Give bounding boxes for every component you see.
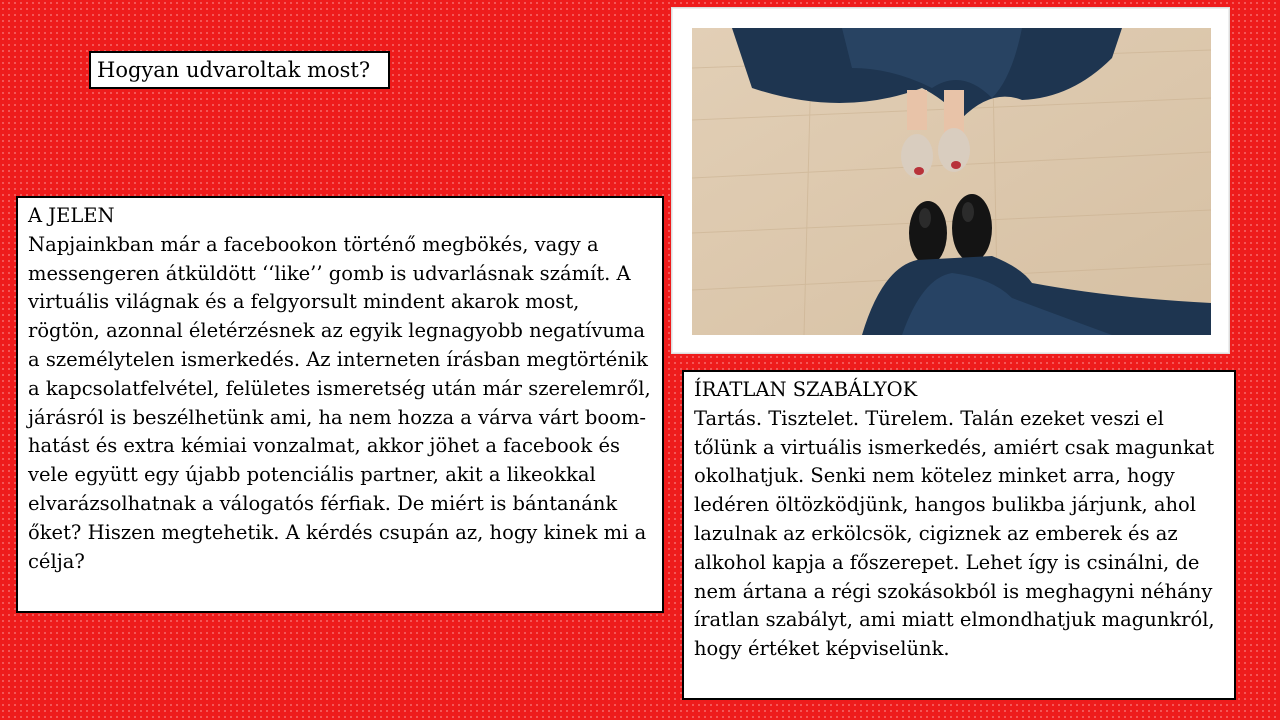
couple-feet-photo: [671, 7, 1230, 354]
present-text-box: [16, 196, 664, 613]
photo-illustration: [692, 28, 1211, 335]
rules-body: Tartás. Tisztelet. Türelem. Talán ezeket veszi el tőlünk a virtuális ismerkedés, amiért csak magunkat okolhatjuk. Senki nem kötelez minket arra, hogy ledéren öltözködjünk, hangos bulikba járjunk, ahol lazulnak az erkölcsök, cigiznek az emberek és az alkohol kapja a főszerepet. Lehet így is csinálni, de nem ártana a régi szokásokból is meghagyni néhány íratlan szabályt, ami miatt elmondhatjuk magunkról, hogy értéket képviselünk.: [694, 406, 1215, 661]
slide-title: Hogyan udvaroltak most?: [89, 51, 390, 89]
present-body: Napjainkban már a facebookon történő megbökés, vagy a messengeren átküldött ‘‘like’’ gomb is udvarlásnak számít. A virtuális világnak és a felgyorsult mindent akarok most, rögtön, azonnal életérzésnek az egyik legnagyobb negatívuma a személytelen ismerkedés. Az interneten írásban megtörténik a kapcsolatfelvétel, felületes ismeretség után már szerelemről, járásról is beszélhetünk ami, ha nem hozza a várva várt boom-hatást és extra kémiai vonzalmat, akkor jöhet a facebook és vele együtt egy újabb potenciális partner, akit a likeokkal elvarázsolhatnak a válogatós férfiak. De miért is bántanánk őket? Hiszen megtehetik. A kérdés csupán az, hogy kinek mi a célja?: [28, 232, 651, 573]
rules-heading: ÍRATLAN SZABÁLYOK: [694, 378, 918, 401]
present-heading: A JELEN: [28, 204, 115, 227]
rules-text-box: [682, 370, 1236, 700]
